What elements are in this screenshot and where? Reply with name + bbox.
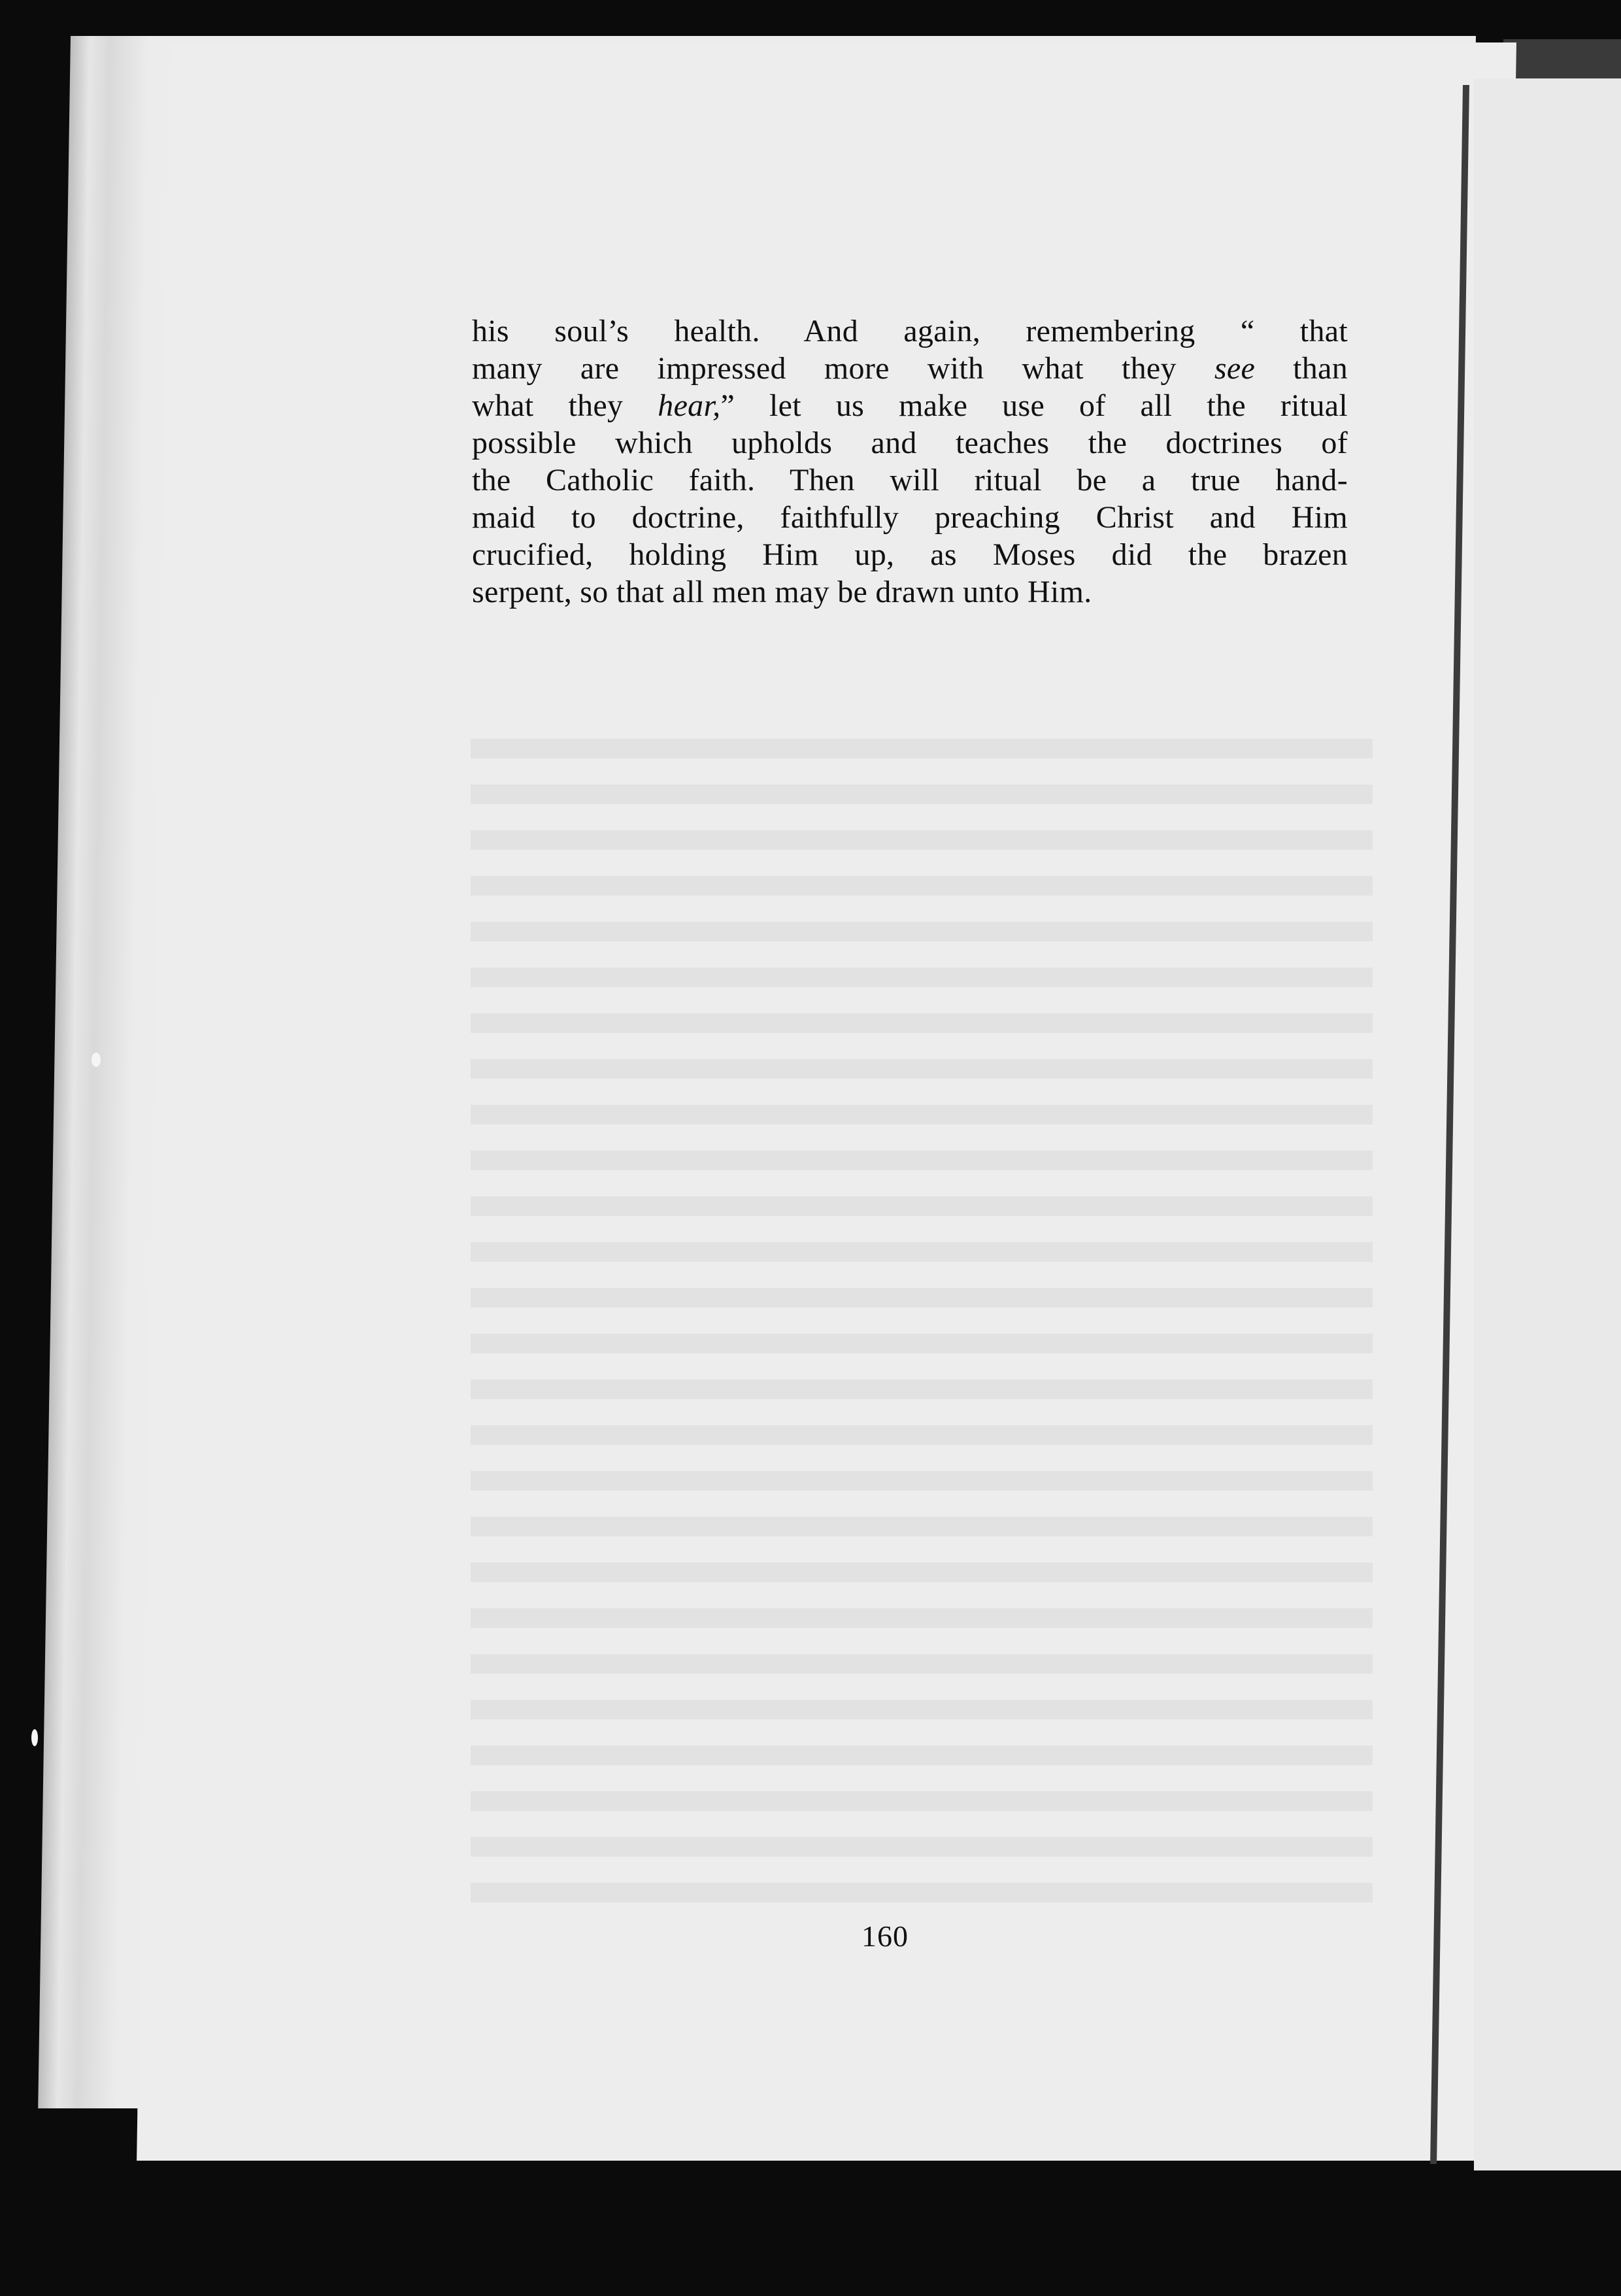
body-text: [472, 312, 1348, 611]
bleed-through: [471, 713, 1373, 1902]
text-line: possible which upholds and teaches the doctrines of: [472, 426, 1348, 460]
page-number: 160: [861, 1919, 909, 1953]
text-line: many are impressed more with what they see than: [472, 351, 1348, 386]
text-line: what they hear,” let us make use of all the ritual: [472, 388, 1348, 423]
text-line: maid to doctrine, faithfully preaching Christ and Him: [472, 500, 1348, 535]
text-line: serpent, so that all men may be drawn unto Him.: [472, 575, 1092, 609]
dust-speck: [92, 1053, 101, 1067]
dust-speck: [31, 1729, 38, 1746]
facing-page: [1474, 78, 1621, 2170]
text-line: his soul’s health. And again, remembering “ that: [472, 314, 1348, 348]
text-line: the Catholic faith. Then will ritual be a true hand-: [472, 463, 1348, 498]
text-line: crucified, holding Him up, as Moses did the brazen: [472, 537, 1348, 572]
